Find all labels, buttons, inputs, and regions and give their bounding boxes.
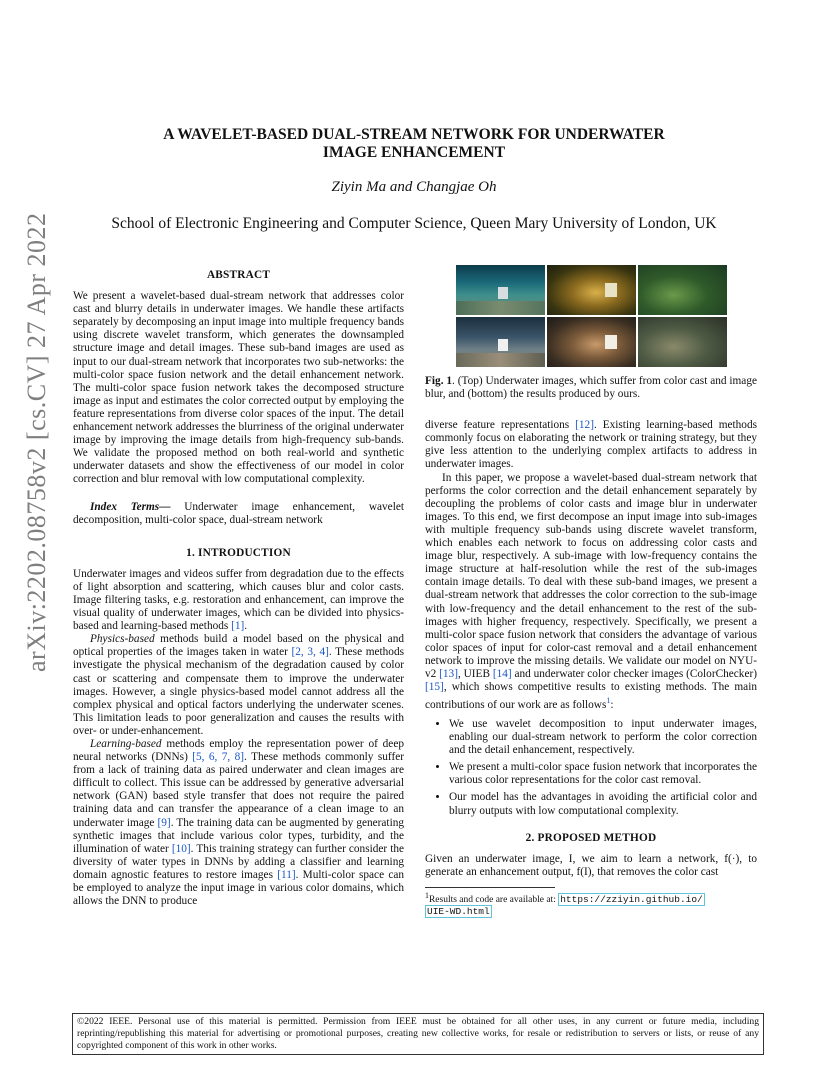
physics-based-term: Physics-based bbox=[90, 633, 155, 646]
intro-p3-text-e: . Multi-color space can be employed to analyze the input image in various color domains, which allows the DNN to produce bbox=[73, 868, 404, 908]
intro-paragraph-1 bbox=[73, 568, 404, 633]
method-paragraph: Given an underwater image, I, we aim to learn a network, f(·), to generate an enhancement output, f(I), that removes the color cast bbox=[425, 852, 757, 878]
title-line-2: IMAGE ENHANCEMENT bbox=[322, 144, 506, 161]
figure-row-input bbox=[425, 265, 757, 315]
intro-p2-text: methods build a model based on the physical and optical properties of the images taken in water bbox=[73, 633, 404, 659]
citation-link[interactable]: [10] bbox=[171, 842, 191, 855]
underwater-image-1 bbox=[456, 265, 545, 315]
enhanced-image-1 bbox=[456, 317, 545, 367]
intro-p3-text-c: . The training data can be augmented by generating synthetic images that include various color types, turbidity, and the illumination of water bbox=[73, 816, 405, 855]
contributions-list bbox=[425, 718, 757, 818]
figure-caption-text: . (Top) Underwater images, which suffer from color cast and image blur, and (bottom) the results produced by ours. bbox=[425, 375, 757, 401]
right-p2-text-b: , UIEB bbox=[457, 667, 493, 680]
intro-p3-text-d: . This training strategy can further consider the diversity of water types in DNNs by adding a classifier and learning domain agnostic features to restore images bbox=[73, 842, 405, 881]
paper-title bbox=[0, 126, 828, 162]
right-p2-text-c: and underwater color checker images (ColorChecker) bbox=[511, 667, 757, 680]
underwater-image-3 bbox=[638, 265, 727, 315]
intro-paragraph-3 bbox=[73, 738, 404, 908]
learning-based-term: Learning-based bbox=[90, 738, 162, 750]
right-p2-end: : bbox=[610, 698, 614, 711]
abstract-heading: ABSTRACT bbox=[206, 269, 271, 281]
citation-link[interactable]: [2, 3, 4] bbox=[291, 646, 329, 659]
figure-row-output bbox=[425, 317, 757, 367]
authors: Ziyin Ma and Changjae Oh bbox=[331, 179, 497, 195]
intro-p3-text-b: . These methods commonly suffer from a lack of training data as paired underwater and clean images are difficult to collect. This issue can be addressed by generative adversarial network (GAN) based style transfer that does not require the paired training data and can transfer the appearance of a clean image to an underwater image bbox=[73, 751, 404, 829]
title-line-1: A WAVELET-BASED DUAL-STREAM NETWORK FOR UNDERWATER bbox=[163, 126, 665, 143]
intro-heading: 1. INTRODUCTION bbox=[186, 546, 291, 559]
citation-link[interactable]: [12] bbox=[575, 419, 594, 432]
enhanced-image-2 bbox=[547, 317, 636, 367]
footnote-link[interactable]: 1 bbox=[606, 696, 611, 706]
intro-p3-text: methods employ the representation power of deep neural networks (DNNs) bbox=[73, 738, 404, 764]
index-terms-text: Underwater image enhancement, wavelet decomposition, multi-color space, dual-stream network bbox=[73, 500, 404, 526]
left-column bbox=[73, 269, 404, 908]
citation-link[interactable]: [5, 6, 7, 8] bbox=[192, 751, 245, 764]
figure-1 bbox=[425, 265, 757, 401]
enhanced-image-3 bbox=[638, 317, 727, 367]
right-paragraph-2 bbox=[425, 472, 757, 712]
intro-p1-text: Underwater images and videos suffer from degradation due to the effects of light absorption and scattering, which causes blur and color casts. Image filtering tasks, e.g. restoration and enhancement, can improve the visual quality of underwater images, which can be divided into physics-based and learning-based methods bbox=[73, 567, 404, 633]
right-paragraph-1 bbox=[425, 419, 757, 471]
copyright-notice: ©2022 IEEE. Personal use of this material is permitted. Permission from IEEE must be obtained for all other uses, in any current or future media, including reprinting/republishing this material for advertising or promotional purposes, creating new collective works, for resale or redistribution to servers or lists, or reuse of any copyrighted component of this work in other works. bbox=[72, 1013, 764, 1055]
index-terms-label: Index Terms— bbox=[90, 500, 171, 513]
right-p2-text-d: , which shows competitive results to existing methods. The main contributions of our work are as follows bbox=[425, 681, 757, 711]
citation-link[interactable]: [11] bbox=[277, 868, 296, 881]
citation-link[interactable]: [13] bbox=[439, 667, 458, 680]
index-terms bbox=[73, 501, 404, 527]
intro-p2-end: . These methods investigate the physical mechanism of the degradation caused by color cast or scattering and compensate them to improve the underwater images. However, a single physics-based model cannot address all the complex physical and optical factors underlying the underwater scenes. This limitation leads to poor generalization and causes the results with over- or under-enhancement. bbox=[73, 646, 404, 737]
arxiv-watermark: arXiv:2202.08758v2 [cs.CV] 27 Apr 2022 bbox=[22, 212, 51, 672]
right-p2-text: In this paper, we propose a wavelet-based dual-stream network that performs the color correction and the detail enhancement separately by decoupling the problems of color casts and image blur in underwater images. To this end, we first decompose an input image into sub-images with multiple frequency sub-bands using discrete wavelet transform, which enables each network to focus on addressing color casts and image blur, respectively. A sub-image with low-frequency contains the image structure at half-resolution while the rest of the sub-images contain image details. To deal with these sub-band images, we present a dual-stream network that addresses the color correction to the sub-image with low-frequency and the detail enhancement to the rest of the sub-images with higher frequency, respectively. Specifically, we present a multi-color space fusion network that considers the advantage of various color spaces of input for color-cast removal and a detail enhancement network to improve the missing details. We validate our model on NYU-v2 bbox=[425, 471, 757, 680]
list-item: • We use wavelet decomposition to input underwater images, enabling our dual-stream network to perform the color correction and the detail enhancement, respectively. bbox=[449, 718, 757, 757]
list-item: • We present a multi-color space fusion network that incorporates the various color representations for the color cast removal. bbox=[449, 761, 757, 787]
intro-paragraph-2 bbox=[73, 633, 404, 738]
citation-link[interactable]: [1] bbox=[231, 620, 245, 633]
right-p1-text: diverse feature representations bbox=[425, 419, 576, 432]
list-item: • Our model has the advantages in avoiding the artificial color and blurry outputs with low computational complexity. bbox=[449, 791, 757, 817]
footnote-divider bbox=[425, 887, 555, 888]
footnote-url-link-cont[interactable]: UIE-WD.html bbox=[427, 906, 490, 918]
footnote-url-link[interactable]: https://zziyin.github.io/ bbox=[560, 894, 703, 906]
intro-p1-end: . bbox=[244, 620, 248, 633]
right-column bbox=[425, 265, 757, 918]
right-p1-end: . Existing learning-based methods commonly focus on elaborating the network or training strategy, but they give less attention to the underlying complex artifacts to address in underwater images. bbox=[425, 419, 757, 471]
footnote bbox=[425, 890, 757, 918]
citation-link[interactable]: [9] bbox=[157, 816, 171, 829]
method-heading: 2. PROPOSED METHOD bbox=[525, 831, 657, 844]
affiliation: School of Electronic Engineering and Computer Science, Queen Mary University of London, UK bbox=[111, 215, 717, 232]
footnote-text: Results and code are available at: bbox=[428, 895, 559, 906]
figure-caption bbox=[425, 375, 757, 401]
citation-link[interactable]: [15] bbox=[425, 681, 444, 694]
citation-link[interactable]: [14] bbox=[492, 667, 512, 680]
underwater-image-2 bbox=[547, 265, 636, 315]
footnote-mark: 1 bbox=[425, 890, 429, 900]
abstract-text: We present a wavelet-based dual-stream network that addresses color cast and blurry details in underwater images. We handle these artifacts separately by decomposing an input image into multiple frequency bands using discrete wavelet transform, which generates the downsampled structure image and detail images. These sub-band images are used as input to our dual-stream network that incorporates two sub-networks: the multi-color space fusion network and the detail enhancement network. The multi-color space fusion network takes the decomposed structure image as input and estimates the color corrected output by employing the feature representations from diverse color spaces of the input. The detail enhancement network addresses the blurriness of the original underwater image by improving the image details from high-frequency sub-bands. We validate the proposed method on both real-world and synthetic underwater datasets and show the effectiveness of our model in color correction and blur removal with low computational complexity. bbox=[73, 290, 404, 486]
figure-caption-label: Fig. 1 bbox=[425, 375, 453, 387]
